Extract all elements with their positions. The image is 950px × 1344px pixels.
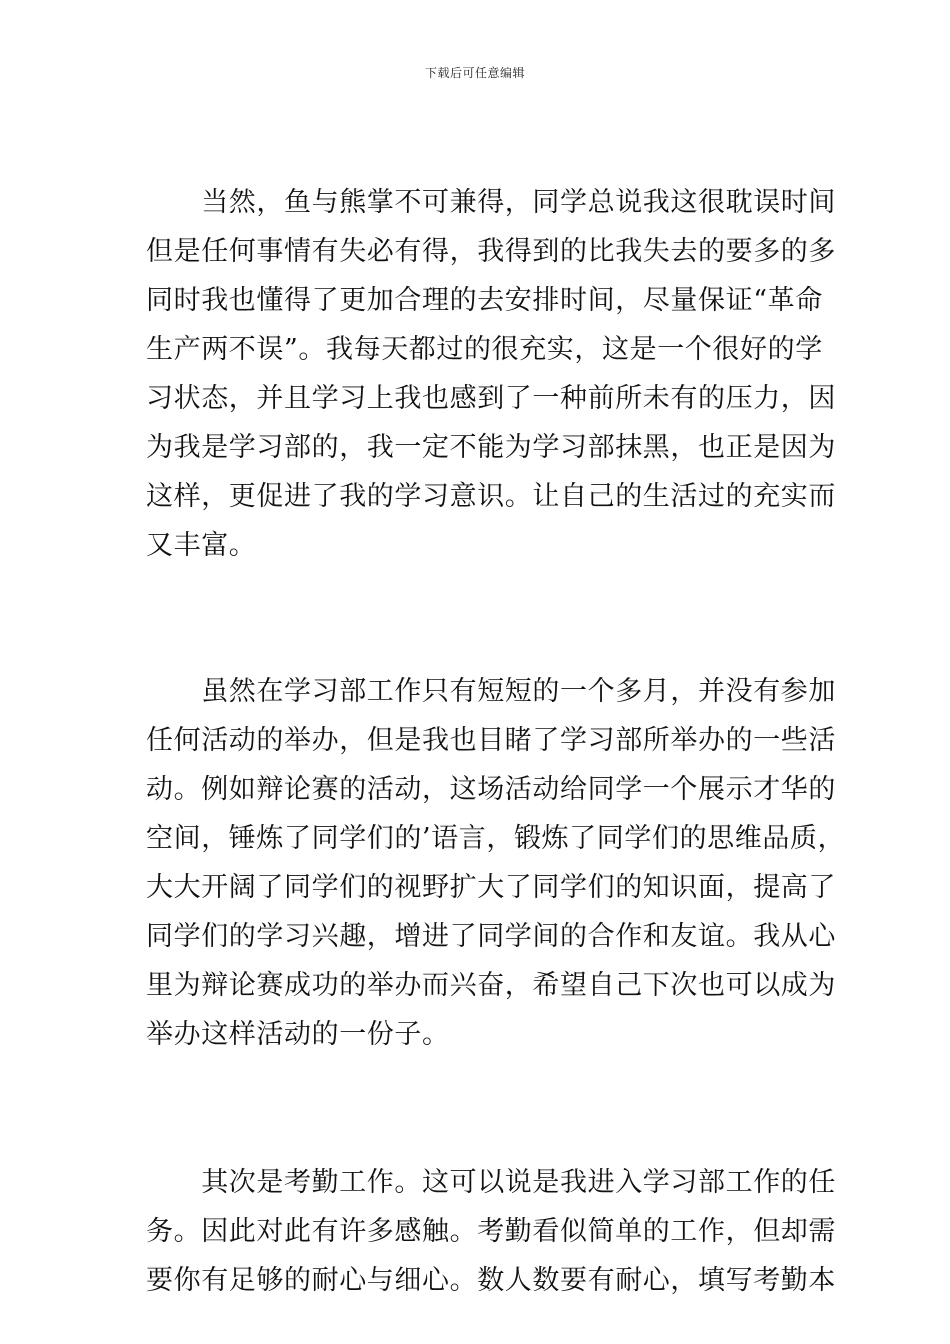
text-line: 空间，锤炼了同学们的’语言，锻炼了同学们的思维品质， [146, 823, 846, 854]
paragraph-3 [146, 1158, 836, 1305]
text-line: 其次是考勤工作。这可以说是我进入学习部工作的任 [146, 1167, 836, 1198]
text-line: 同学们的学习兴趣，增进了同学间的合作和友谊。我从心 [146, 921, 836, 952]
text-line: 同时我也懂得了更加合理的去安排时间，尽量保证“革命 [146, 285, 823, 316]
text-line: 这样，更促进了我的学习意识。让自己的生活过的充实而 [146, 481, 836, 512]
text-line: 习状态，并且学习上我也感到了一种前所未有的压力，因 [146, 383, 836, 414]
text-line: 大大开阔了同学们的视野扩大了同学们的知识面，提高了 [146, 872, 836, 903]
paragraph-2 [146, 667, 846, 1059]
text-line: 务。因此对此有许多感触。考勤看似简单的工作，但却需 [146, 1216, 836, 1247]
text-line: 生产两不误”。我每天都过的很充实，这是一个很好的学 [146, 334, 823, 365]
text-line: 当然，鱼与熊掌不可兼得，同学总说我这很耽误时间 [146, 187, 836, 218]
text-line: 举办这样活动的一份子。 [146, 1019, 450, 1050]
text-line: 任何活动的举办，但是我也目睹了学习部所举办的一些活 [146, 725, 836, 756]
text-line: 动。例如辩论赛的活动，这场活动给同学一个展示才华的 [146, 774, 836, 805]
text-line: 虽然在学习部工作只有短短的一个多月，并没有参加 [146, 676, 836, 707]
text-line: 为我是学习部的，我一定不能为学习部抹黑，也正是因为 [146, 432, 836, 463]
paragraph-1 [146, 178, 836, 570]
document-body [146, 178, 846, 1305]
page-header: 下载后可任意编辑 [424, 66, 525, 80]
text-line: 又丰富。 [146, 530, 257, 561]
text-line: 但是任何事情有失必有得，我得到的比我失去的要多的多 [146, 236, 836, 267]
text-line: 里为辩论赛成功的举办而兴奋，希望自己下次也可以成为 [146, 970, 836, 1001]
text-line: 要你有足够的耐心与细心。数人数要有耐心，填写考勤本 [146, 1265, 836, 1296]
